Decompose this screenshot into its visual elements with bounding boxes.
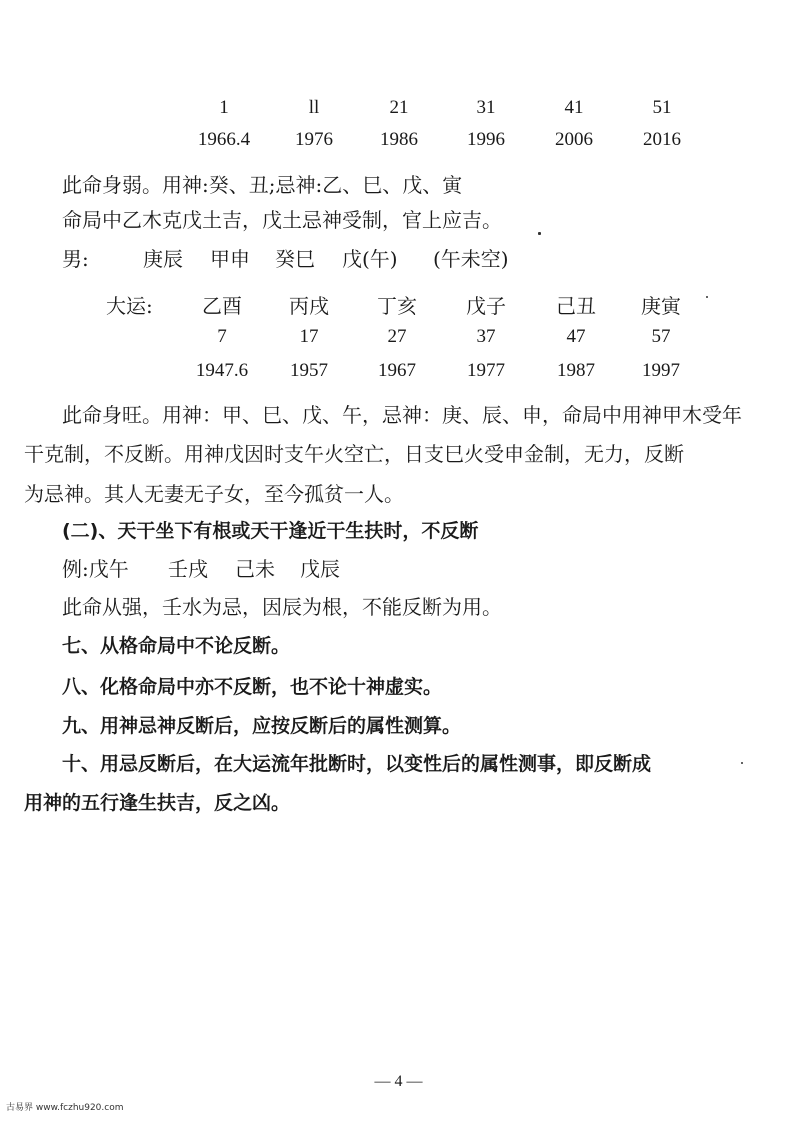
rule-eight: 八、化格命局中亦不反断，也不论十神虚实。 bbox=[62, 676, 443, 698]
dayun-year: 1947.6 bbox=[195, 360, 249, 381]
age-cell: 1 bbox=[219, 97, 229, 118]
top-age-row bbox=[0, 91, 797, 125]
dayun-stem: 己丑 bbox=[556, 294, 596, 318]
dayun-year: 1977 bbox=[467, 360, 505, 381]
dayun-age: 7 bbox=[217, 326, 227, 347]
case1-analysis: 此命身弱。用神:癸、丑;忌神:乙、巳、戊、寅 bbox=[62, 173, 463, 197]
dayun-year-row bbox=[0, 354, 797, 388]
dayun-stem: 丙戌 bbox=[289, 294, 329, 318]
case2-paragraph-line: 此命身旺。用神：甲、巳、戊、午，忌神：庚、辰、申，命局中用神甲木受年 bbox=[62, 403, 742, 427]
dayun-age: 57 bbox=[651, 326, 671, 347]
dayun-stem-row bbox=[0, 289, 797, 323]
case2-header bbox=[0, 242, 797, 276]
case2-paragraph-line: 为忌神。其人无妻无子女，至今孤贫一人。 bbox=[24, 482, 404, 506]
dayun-label: 大运: bbox=[106, 294, 153, 318]
dayun-stem: 乙酉 bbox=[202, 294, 242, 318]
top-year-row bbox=[0, 123, 797, 157]
example-pillar: 戊辰 bbox=[300, 557, 340, 581]
pillar-month: 甲申 bbox=[210, 247, 250, 271]
void-note: (午未空) bbox=[433, 247, 509, 271]
dayun-year: 1967 bbox=[378, 360, 416, 381]
dayun-year: 1997 bbox=[642, 360, 680, 381]
pillar-day: 癸巳 bbox=[275, 247, 315, 271]
year-cell: 1966.4 bbox=[197, 129, 251, 150]
dayun-age-row bbox=[0, 320, 797, 354]
age-cell: 51 bbox=[652, 97, 672, 118]
age-cell: 41 bbox=[564, 97, 584, 118]
example-pillar: 壬戌 bbox=[168, 557, 208, 581]
dayun-age: 37 bbox=[476, 326, 496, 347]
dayun-year: 1987 bbox=[557, 360, 595, 381]
example-label: 例:戊午 bbox=[62, 557, 129, 581]
rule-ten: 十、用忌反断后，在大运流年批断时，以变性后的属性测事，即反断成 bbox=[62, 753, 652, 775]
case1-note: 命局中乙木克戊土吉，戊土忌神受制，官上应吉。 bbox=[62, 208, 502, 232]
rule-ten-continued: 用神的五行逢生扶吉，反之凶。 bbox=[24, 792, 291, 814]
year-cell: 2006 bbox=[555, 129, 593, 150]
year-cell: 2016 bbox=[643, 129, 681, 150]
dayun-year: 1957 bbox=[290, 360, 328, 381]
site-watermark: 古易界 www.fczhu920.com bbox=[6, 1103, 124, 1113]
example-pillar: 己未 bbox=[235, 557, 275, 581]
pillar-year: 庚辰 bbox=[143, 247, 183, 271]
dayun-age: 47 bbox=[566, 326, 586, 347]
case2-paragraph-line: 干克制，不反断。用神戊因时支午火空亡，日支巳火受申金制，无力，反断 bbox=[24, 442, 684, 466]
section2-heading: (二)、天干坐下有根或天干逢近干生扶时，不反断 bbox=[62, 520, 479, 542]
dayun-stem: 庚寅 bbox=[641, 294, 681, 318]
rule-seven: 七、从格命局中不论反断。 bbox=[62, 635, 291, 657]
rule-nine: 九、用神忌神反断后，应按反断后的属性测算。 bbox=[62, 715, 462, 737]
scan-speck bbox=[706, 296, 708, 298]
pillar-hour: 戊(午) bbox=[342, 247, 398, 271]
age-cell: ll bbox=[308, 97, 320, 118]
gender-label: 男: bbox=[62, 247, 89, 271]
page-number: — 4 — bbox=[374, 1073, 423, 1090]
dayun-age: 27 bbox=[387, 326, 407, 347]
dayun-age: 17 bbox=[299, 326, 319, 347]
year-cell: 1996 bbox=[467, 129, 505, 150]
section2-explanation: 此命从强，壬水为忌，因辰为根，不能反断为用。 bbox=[62, 595, 502, 619]
dayun-stem: 戊子 bbox=[466, 294, 506, 318]
dayun-stem: 丁亥 bbox=[377, 294, 417, 318]
year-cell: 1976 bbox=[295, 129, 333, 150]
year-cell: 1986 bbox=[380, 129, 418, 150]
section2-example bbox=[0, 552, 797, 586]
age-cell: 21 bbox=[389, 97, 409, 118]
scan-speck bbox=[538, 232, 541, 235]
age-cell: 31 bbox=[476, 97, 496, 118]
scan-speck bbox=[741, 762, 743, 764]
